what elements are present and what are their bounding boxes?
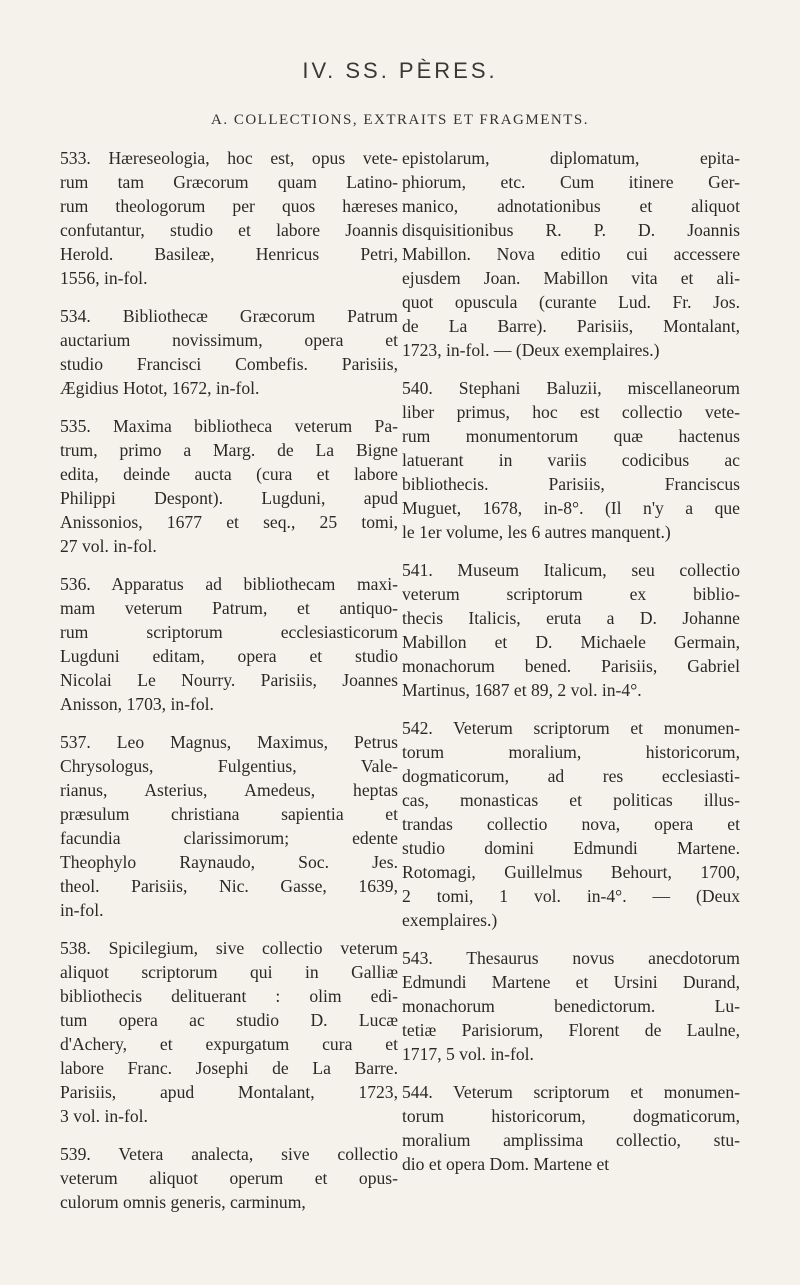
entry-line: 536. Apparatus ad bibliothecam maxi-: [60, 574, 398, 594]
entry-line: 539. Vetera analecta, sive collectio: [60, 1144, 398, 1164]
running-head: IV. SS. PÈRES.: [302, 58, 498, 83]
entry-line: monachorum benedictorum. Lu-: [402, 996, 740, 1016]
entry-line: exemplaires.): [402, 910, 498, 930]
entry-line: rum scriptorum ecclesiasticorum: [60, 622, 398, 642]
entry-line: Nicolai Le Nourry. Parisiis, Joannes: [60, 670, 398, 690]
entry-line: thecis Italicis, eruta a D. Johanne: [402, 608, 740, 628]
entry-line: Martinus, 1687 et 89, 2 vol. in-4°.: [402, 680, 642, 700]
entry-line: 27 vol. in-fol.: [60, 536, 157, 556]
entry-line: Chrysologus, Fulgentius, Vale-: [60, 756, 398, 776]
catalogue-entry: [60, 304, 398, 400]
catalogue-entry: [402, 946, 740, 1066]
entry-line: trandas collectio nova, opera et: [402, 814, 740, 834]
entry-line: rum monumentorum quæ hactenus: [402, 426, 740, 446]
catalogue-entry: [60, 1142, 398, 1214]
entry-line: Lugduni editam, opera et studio: [60, 646, 398, 666]
entry-line: quot opuscula (curante Lud. Fr. Jos.: [402, 292, 740, 312]
entry-line: tum opera ac studio D. Lucæ: [60, 1010, 398, 1030]
catalogue-entry: [402, 1080, 740, 1176]
entry-line: manico, adnotationibus et aliquot: [402, 196, 740, 216]
entry-line: Anisson, 1703, in-fol.: [60, 694, 214, 714]
entry-line: 541. Museum Italicum, seu collectio: [402, 560, 740, 580]
entry-line: Mabillon et D. Michaele Germain,: [402, 632, 740, 652]
entry-line: 534. Bibliothecæ Græcorum Patrum: [60, 306, 398, 326]
entry-line: Edmundi Martene et Ursini Durand,: [402, 972, 740, 992]
entry-line: phiorum, etc. Cum itinere Ger-: [402, 172, 740, 192]
entry-line: Herold. Basileæ, Henricus Petri,: [60, 244, 398, 264]
entry-line: studio Francisci Combefis. Parisiis,: [60, 354, 398, 374]
entry-line: dio et opera Dom. Martene et: [402, 1154, 610, 1174]
entry-line: Philippi Despont). Lugduni, apud: [60, 488, 398, 508]
entry-line: Rotomagi, Guillelmus Behourt, 1700,: [402, 862, 740, 882]
entry-line: moralium amplissima collectio, stu-: [402, 1130, 740, 1150]
entry-line: 535. Maxima bibliotheca veterum Pa-: [60, 416, 398, 436]
catalogue-entry: [402, 558, 740, 702]
right-column: [402, 146, 740, 1190]
entry-line: studio domini Edmundi Martene.: [402, 838, 740, 858]
catalogue-entry: [60, 146, 398, 290]
entry-line: rianus, Asterius, Amedeus, heptas: [60, 780, 398, 800]
entry-line: rum tam Græcorum quam Latino-: [60, 172, 398, 192]
entry-line: 2 tomi, 1 vol. in-4°. — (Deux: [402, 886, 740, 906]
entry-line: theol. Parisiis, Nic. Gasse, 1639,: [60, 876, 398, 896]
entry-line: de La Barre). Parisiis, Montalant,: [402, 316, 740, 336]
entry-line: Ægidius Hotot, 1672, in-fol.: [60, 378, 260, 398]
entry-line: torum moralium, historicorum,: [402, 742, 740, 762]
entry-line: 542. Veterum scriptorum et monumen-: [402, 718, 740, 738]
catalogue-entry: [402, 376, 740, 544]
entry-line: tetiæ Parisiorum, Florent de Laulne,: [402, 1020, 740, 1040]
entry-line: præsulum christiana sapientia et: [60, 804, 398, 824]
entry-line: bibliothecis. Parisiis, Franciscus: [402, 474, 740, 494]
entry-line: in-fol.: [60, 900, 104, 920]
entry-line: disquisitionibus R. P. D. Joannis: [402, 220, 740, 240]
catalogue-entry: [402, 146, 740, 362]
entry-line: 544. Veterum scriptorum et monumen-: [402, 1082, 740, 1102]
entry-line: 3 vol. in-fol.: [60, 1106, 148, 1126]
catalogue-entry: [60, 572, 398, 716]
entry-line: mam veterum Patrum, et antiquo-: [60, 598, 398, 618]
entry-line: trum, primo a Marg. de La Bigne: [60, 440, 398, 460]
entry-line: Muguet, 1678, in-8°. (Il n'y a que: [402, 498, 740, 518]
entry-line: le 1er volume, les 6 autres manquent.): [402, 522, 671, 542]
section-title: A. COLLECTIONS, EXTRAITS ET FRAGMENTS.: [211, 112, 589, 128]
entry-line: aliquot scriptorum qui in Galliæ: [60, 962, 398, 982]
entry-line: facundia clarissimorum; edente: [60, 828, 398, 848]
entry-line: torum historicorum, dogmaticorum,: [402, 1106, 740, 1126]
entry-line: veterum scriptorum ex biblio-: [402, 584, 740, 604]
entry-line: veterum aliquot operum et opus-: [60, 1168, 398, 1188]
entry-line: Mabillon. Nova editio cui accessere: [402, 244, 740, 264]
entry-line: ejusdem Joan. Mabillon vita et ali-: [402, 268, 740, 288]
entry-line: confutantur, studio et labore Joannis: [60, 220, 398, 240]
entry-line: Anissonios, 1677 et seq., 25 tomi,: [60, 512, 398, 532]
entry-line: liber primus, hoc est collectio vete-: [402, 402, 740, 422]
left-column: [60, 146, 398, 1228]
entry-line: culorum omnis generis, carminum,: [60, 1192, 306, 1212]
entry-line: rum theologorum per quos hæreses: [60, 196, 398, 216]
entry-line: d'Achery, et expurgatum cura et: [60, 1034, 398, 1054]
entry-line: 537. Leo Magnus, Maximus, Petrus: [60, 732, 398, 752]
entry-line: Theophylo Raynaudo, Soc. Jes.: [60, 852, 398, 872]
entry-line: latuerant in variis codicibus ac: [402, 450, 740, 470]
entry-line: bibliothecis delituerant : olim edi-: [60, 986, 398, 1006]
entry-line: 1723, in-fol. — (Deux exemplaires.): [402, 340, 660, 360]
entry-line: 1717, 5 vol. in-fol.: [402, 1044, 534, 1064]
entry-line: Parisiis, apud Montalant, 1723,: [60, 1082, 398, 1102]
entry-line: edita, deinde aucta (cura et labore: [60, 464, 398, 484]
entry-line: 533. Hæreseologia, hoc est, opus vete-: [60, 148, 398, 168]
entry-line: auctarium novissimum, opera et: [60, 330, 398, 350]
entry-line: monachorum bened. Parisiis, Gabriel: [402, 656, 740, 676]
entry-line: epistolarum, diplomatum, epita-: [402, 148, 740, 168]
entry-line: labore Franc. Josephi de La Barre.: [60, 1058, 398, 1078]
catalogue-entry: [402, 716, 740, 932]
catalogue-entry: [60, 414, 398, 558]
entry-line: cas, monasticas et politicas illus-: [402, 790, 740, 810]
entry-line: 1556, in-fol.: [60, 268, 148, 288]
catalogue-entry: [60, 730, 398, 922]
entry-line: dogmaticorum, ad res ecclesiasti-: [402, 766, 740, 786]
entry-line: 538. Spicilegium, sive collectio veterum: [60, 938, 398, 958]
entry-line: 540. Stephani Baluzii, miscellaneorum: [402, 378, 740, 398]
catalogue-entry: [60, 936, 398, 1128]
entry-line: 543. Thesaurus novus anecdotorum: [402, 948, 740, 968]
